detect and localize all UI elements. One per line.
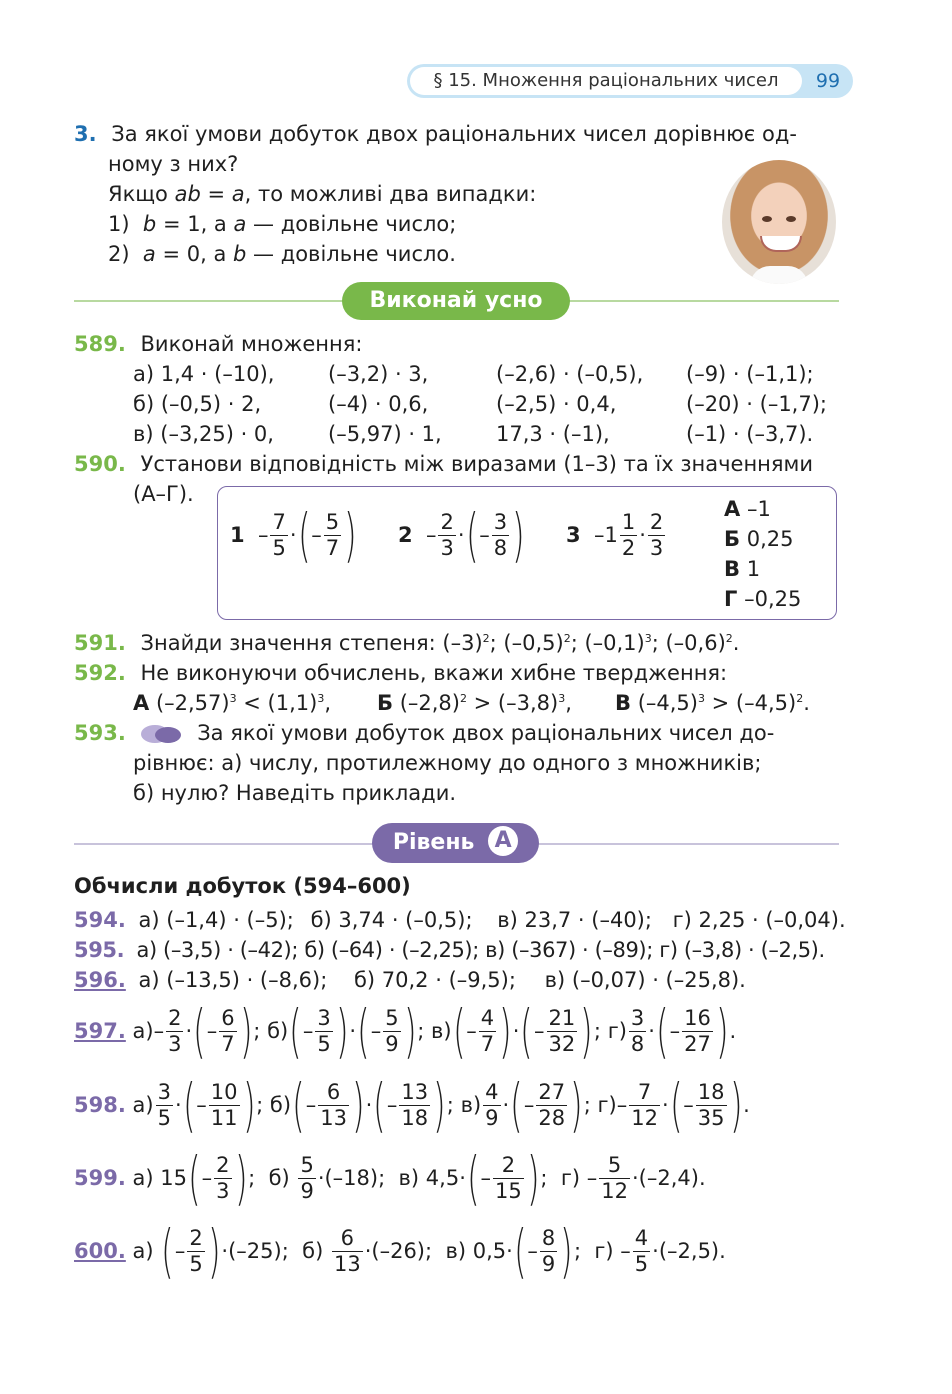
ex590-item3 [566,500,667,570]
girl-photo [722,160,836,284]
paren-close: ) [512,501,525,569]
ex590-answers [724,494,801,614]
oral-banner: Виконай усно [342,282,570,320]
discussion-icon [141,723,183,745]
ex594 [74,908,846,932]
ex599-number: 599. [74,1166,126,1190]
ex589-number: 589. [74,332,126,356]
ex589-r0c3: (–9) · (–1,1); [686,362,814,386]
item3-dot: · [639,523,646,547]
case1-post: — довільне число; [246,212,457,236]
ex598-number: 598. [74,1093,126,1117]
ex590-line2: (А–Г). [133,482,194,506]
ex596-c: в) (–0,07) · (–25,8). [544,968,746,992]
item1-dot: · [289,523,297,547]
item2-number: 2 [398,523,413,547]
ex589-r2c3: (–1) · (–3,7). [686,422,814,446]
ex589-r1c1: (–4) · 0,6, [328,392,429,416]
page-number: 99 [815,70,841,92]
intro-number: 3. [74,122,97,146]
ex589-r1c3: (–20) · (–1,7); [686,392,827,416]
ex595-c: в) (–367) · (–89); [485,938,653,962]
answer-eq: = [200,182,232,206]
case1-mid: = 1, а [156,212,234,236]
item2-frac2: $\frac{3}{8}$ [493,510,508,560]
intro-question [74,122,797,146]
ex592-header [74,661,727,685]
ex597-a-label: а) [132,1019,154,1043]
ex589-r2c0: в) (–3,25) · 0, [133,422,274,446]
ex593-line2: рівнює: а) числу, протилежному до одного з множників; [133,751,762,775]
paren-close: ) [344,501,357,569]
ex598-d-label: г) [597,1093,617,1117]
ex590-number: 590. [74,452,126,476]
item3-number: 3 [566,523,581,547]
ex592-option-a: А $(-2,57)^3 < (1,1)^3$, [133,691,332,715]
ex595-a: а) (–3,5) · (–42); [136,938,299,962]
ex593-header [74,721,774,745]
answer-g: Г –0,25 [724,587,802,611]
intro-case2 [108,242,456,266]
ex592-option-b: Б $(-2,8)^2 > (-3,8)^3$, [377,691,572,715]
ex596-a: а) (–13,5) · (–8,6); [138,968,328,992]
ex594-a: а) (–1,4) · (–5); [138,908,294,932]
ex593-number: 593. [74,721,126,745]
item3-whole: –1 [593,523,618,547]
case1-b: b [142,212,157,236]
answer-a: А –1 [724,497,771,521]
item1-number: 1 [230,523,245,547]
ex595 [74,938,825,962]
answer-text: Якщо [108,182,175,206]
answer-text-post: , то можливі два випадки: [244,182,537,206]
ex591 [74,631,739,655]
section-title: § 15. Множення раціональних чисел [410,67,802,95]
answer-math-ab: ab [174,182,201,206]
item1-frac1: $\frac{7}{5}$ [272,510,286,560]
ex591-text: Знайди значення степеня: $(-3)^2$; $(-0,5)^2$; $(-0,1)^3$; $(-0,6)^2$. [140,631,740,655]
level-label: Рівень [392,830,475,855]
ex589-title: Виконай множення: [140,332,363,356]
ex589-header [74,332,362,356]
item1-sign: – [257,523,269,547]
item1-sign2: – [311,523,322,547]
item2-sign: – [425,523,437,547]
ex592-text: Не виконуючи обчислень, вкажи хибне твердження: [140,661,728,685]
case1-a: a [233,212,247,236]
intro-answer-line1 [108,182,536,206]
ex600-number[interactable]: 600. [74,1239,126,1263]
ex598-c-label: в) [460,1093,482,1117]
ex595-number: 595. [74,938,125,962]
ex598-a-label: а) [132,1093,154,1117]
item3-frac1: $\frac{1}{2}$ [621,510,636,560]
level-letter-badge: А [488,826,518,856]
answer-v: В 1 [724,557,761,581]
item2-dot: · [457,523,465,547]
ex589-r0c2: (–2,6) · (–0,5), [496,362,644,386]
intro-case1 [108,212,456,236]
ex600: 600. а) ( – $\frac{2}{5}$ ) ·(–25); б) $\frac{6}{13}$ ·(–26); в) 0,5· ( – $\frac{8}{9}$ ) ; г) – $\frac{4}{5}$ ·(–2,5). [74,1217,726,1285]
ex589-r2c2: 17,3 · (–1), [496,422,610,446]
ex594-number: 594. [74,908,126,932]
case2-post: — довільне число. [246,242,456,266]
compute-heading: Обчисли добуток (594–600) [74,874,411,898]
ex595-d: г) (–3,8) · (–2,5). [659,938,825,962]
ex591-number: 591. [74,631,126,655]
item2-frac1: $\frac{2}{3}$ [440,510,454,560]
ex589-r0c0: а) 1,4 · (–10), [133,362,275,386]
paren-open: ( [297,501,311,569]
ex589-r1c0: б) (–0,5) · 2, [133,392,262,416]
case2-label: 2) [108,242,130,266]
case1-label: 1) [108,212,130,236]
ex596-number[interactable]: 596. [74,968,126,992]
item3-frac2: $\frac{2}{3}$ [649,510,664,560]
ex595-b: б) (–64) · (–2,25); [304,938,479,962]
ex590-item2 [398,500,526,570]
ex594-c: в) 23,7 · (–40); [497,908,652,932]
ex598-b-label: б) [269,1093,292,1117]
item1-frac2: $\frac{5}{7}$ [325,510,340,560]
ex590-line1: Установи відповідність між виразами (1–3) та їх значеннями [140,452,814,476]
case2-b: b [233,242,247,266]
ex596 [74,968,746,992]
ex590-header [74,452,813,476]
ex597-d-label: г) [607,1019,627,1043]
intro-question-line2: ному з них? [108,152,239,176]
ex597-b-label: б) [267,1019,289,1043]
case2-a: a [142,242,156,266]
ex594-d: г) 2,25 · (–0,04). [672,908,846,932]
ex590-item1 [230,500,358,570]
level-banner [372,823,539,863]
ex592-number: 592. [74,661,126,685]
intro-question-line1: За якої умови добуток двох раціональних чисел дорівнює од- [111,122,797,146]
ex593-line3: б) нулю? Наведіть приклади. [133,781,457,805]
ex597: 597. а) – $\frac{2}{3}$ · ( – $\frac{6}{7}$ ) ; б) ( – $\frac{3}{5}$ ) · ( – $\frac{5}{9}$ ) ; в) ( – $\frac{4}{7}$ ) · ( – $\frac{21}{32}$ ) ; г) $\frac{3}{8}$ · ( – $\frac{16}{27}$ ) . [74,997,737,1065]
ex596-b: б) 70,2 · (–9,5); [353,968,516,992]
ex597-number[interactable]: 597. [74,1019,126,1043]
case2-mid: = 0, а [155,242,233,266]
ex597-c-label: в) [430,1019,452,1043]
ex593-line1: За якої умови добуток двох раціональних чисел до- [197,721,775,745]
ex592-option-c: В $(-4,5)^3 > (-4,5)^2$. [615,691,810,715]
ex589-r0c1: (–3,2) · 3, [328,362,429,386]
ex589-r2c1: (–5,97) · 1, [328,422,442,446]
ex599: 599. а) 15 ( – $\frac{2}{3}$ ) ; б) $\frac{5}{9}$ ·(–18); в) 4,5· ( – $\frac{2}{15}$ ) ; г) – $\frac{5}{12}$ ·(–2,4). [74,1144,706,1212]
item2-sign2: – [479,523,490,547]
ex594-b: б) 3,74 · (–0,5); [310,908,473,932]
answer-b: Б 0,25 [724,527,794,551]
paren-open: ( [465,501,479,569]
answer-math-a: a [231,182,245,206]
ex598: 598. а) $\frac{3}{5}$ · ( – $\frac{10}{11}$ ) ; б) ( – $\frac{6}{13}$ ) · ( – $\frac{13}{18}$ ) ; в) $\frac{4}{9}$ · ( – $\frac{27}{28}$ ) ; г) – $\frac{7}{12}$ · ( – $\frac{18}{35}$ ) . [74,1071,750,1139]
ex589-r1c2: (–2,5) · 0,4, [496,392,617,416]
